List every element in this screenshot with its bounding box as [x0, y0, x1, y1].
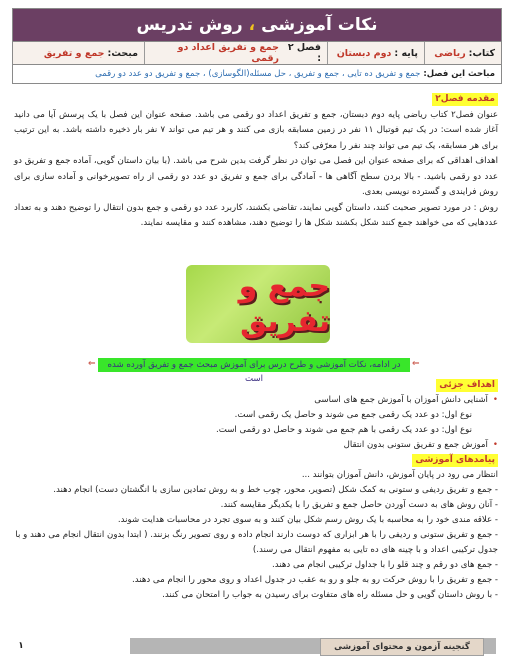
goal-2-text: آموزش جمع و تفریق ستونی بدون انتقال: [343, 440, 488, 450]
chapter-label: فصل ۲ :: [287, 42, 321, 64]
lesson-header: [12, 8, 502, 84]
topic-cell: [13, 42, 144, 64]
outcome-item: - جمع و تفریق ستونی و ردیفی را با هر ابزاری که دوست دارند انجام داده و روی تصویر رنگ بزنند. ( ابتدا بدون انتقال انجام می دهند و با جدول ترکیبی اعداد و با چینه های ده تایی به مفهوم انتقال می رسند.): [15, 530, 498, 555]
header-title: [13, 9, 501, 41]
title-part1: نکات آموزشی: [261, 15, 378, 35]
goals-section: [14, 378, 498, 603]
lesson-plan-banner: در ادامه، نکات آموزشی و طرح درس برای آموزش مبحث جمع و تفریق آورده شده است: [98, 358, 410, 372]
outcome-item: - جمع و تفریق را با روش حرکت رو به جلو و رو به عقب در جدول اعداد و روی محور را انجام می دهند.: [131, 575, 498, 585]
title-separator: ،: [248, 15, 256, 35]
grade-value: دوم دبستان: [336, 47, 392, 59]
topics-label: مباحث این فصل:: [423, 69, 495, 79]
outcomes-lead: انتظار می رود در پایان آموزش، دانش آموزان بتوانند ...: [301, 470, 498, 480]
topics-value: جمع و تفریق ده تایی ، جمع و تفریق ، حل مسئله(الگوسازی) ، جمع و تفریق دو عدد دو رقمی: [95, 69, 421, 79]
grade-label: پایه :: [394, 47, 418, 59]
bullet-icon: •: [492, 395, 498, 405]
title-image-text: جمع و تفریق: [238, 269, 330, 339]
goal-item-2: [14, 438, 498, 453]
header-info-row: [13, 41, 501, 64]
goal-1-text: آشنایی دانش آموزان با آموزش جمع های اساسی: [314, 395, 488, 405]
goal-1a: نوع اول: دو عدد یک رقمی جمع می شوند و حاصل یک رقمی است.: [234, 410, 472, 420]
outcome-item: - علاقه مندی خود را به محاسبه با یک روش رسم شکل بیان کنند و به سوی تجرد در محاسبات هدایت شوند.: [117, 515, 498, 525]
banner-arrow-right-icon: ⇐: [412, 359, 420, 369]
outcome-item: - جمع و تفریق ردیفی و ستونی به کمک شکل (تصویر، محور، چوب خط و به روش تمادین سازی با انگشتان دست) انجام دهند.: [53, 485, 498, 495]
book-label: کتاب:: [468, 47, 495, 59]
page-number: ١: [18, 641, 24, 651]
topic-value: جمع و تفریق: [43, 47, 105, 59]
book-cell: [424, 42, 501, 64]
outcome-item: - جمع های دو رقم و چند قلو را با جداول ترکیبی انجام می دهند.: [272, 560, 498, 570]
book-value: ریاضی: [434, 47, 466, 59]
bullet-icon: •: [492, 440, 498, 450]
chapter-topics-row: [13, 64, 501, 83]
page-footer: [0, 638, 510, 656]
intro-paragraph-3: روش : در مورد تصویر صحبت کنند، داستان گویی نمایند، تقاضی بکشند، کاربرد عدد دو رقمی و جمع بدون انتقال را توضیح دهند و به تعداد عددهایی که می خواهند جمع کنند شکل بکشند شکل ها را توضیح دهند، مشاهده کنند و مقایسه نمایند.: [14, 202, 498, 228]
goal-1b: نوع اول: دو عدد یک رقمی با هم جمع می شوند و حاصل دو رقمی است.: [216, 425, 472, 435]
intro-title: مقدمه فصل۲: [432, 93, 498, 106]
chapter-cell: [144, 42, 327, 64]
intro-paragraph-2: اهداف اهداقی که برای صفحه عنوان این فصل می توان در نظر گرفت بدین شرح می باشد. (با بیان داستان گویی، آماده جمع و تفریق دو عدد دو رقمی باشید. - بالا بردن سطح آگاهی ها - آمادگی برای جمع و تفریق دو عدد دو رقمی از راه تصویرخوانی و آماده سازی برای روش فرایندی و گسترده نویسی بعدی.: [14, 156, 498, 197]
intro-section: [14, 92, 498, 232]
intro-paragraph-1: عنوان فصل۲ کتاب ریاضی پایه دوم دبستان، جمع و تفریق اعداد دو رقمی می باشد. صفحه عنوان این فصل با یک پرسش آیا می دانید آغاز شده است: در یک تیم فوتبال ۱۱ نفر در زمین مسابقه بازی می کنند و هر تیم می تواند ۷ نفر بار ذخیره داشته باشد. به این ترتیب برای هر مسابقه، یک تیم می تواند چند نفر را معرّفی کند؟: [14, 109, 498, 151]
outcome-item: - با روش داستان گویی و حل مسئله راه های متفاوت برای رسیدن به جواب را امتحان می کنند.: [162, 590, 498, 600]
banner-arrow-left-icon: ⇐: [88, 359, 96, 369]
chapter-value: جمع و تفریق اعداد دو رقمی: [177, 42, 280, 64]
outcome-item: - آنان روش های به دست آوردن حاصل جمع و تفریق را با یکدیگر مقایسه کنند.: [220, 500, 498, 510]
grade-cell: [327, 42, 424, 64]
topic-label: مبحث:: [107, 47, 138, 59]
footer-tag: گنجینه آزمون و محتوای آموزشی: [320, 638, 484, 656]
title-part2: روش تدریس: [136, 15, 243, 35]
outcomes-title: پیامدهای آموزشی: [412, 454, 498, 467]
goal-item-1: [14, 393, 498, 408]
title-image: [186, 265, 330, 343]
goals-title: اهداف جزئی: [436, 379, 498, 392]
